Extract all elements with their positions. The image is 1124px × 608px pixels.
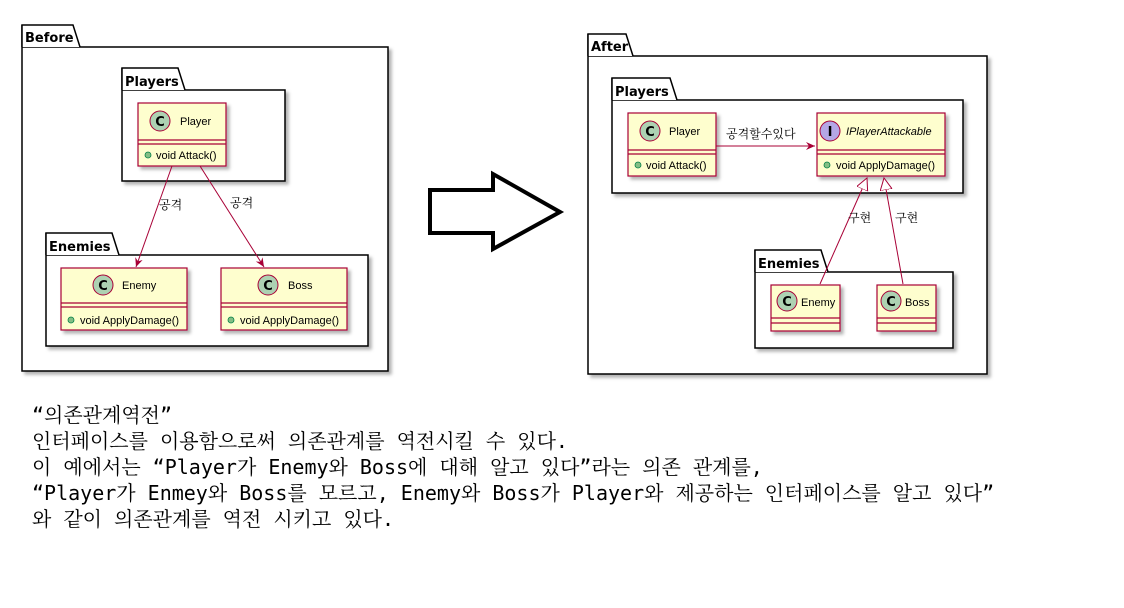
before-attack-boss-label: 공격 (230, 196, 254, 210)
before-player-class (138, 103, 226, 166)
before-boss-name: Boss (288, 280, 313, 292)
before-player-name: Player (180, 116, 212, 128)
caption-line: “Player가 Enmey와 Boss를 모르고, Enemy와 Boss가 Player와 제공하는 인터페이스를 알고 있다” (32, 481, 995, 505)
after-interface-method: void ApplyDamage() (836, 160, 936, 172)
svg-text:C: C (263, 279, 273, 294)
caption-title: “의존관계역전” (32, 403, 173, 427)
public-method-icon (228, 317, 234, 323)
after-interface-name: IPlayerAttackable (846, 126, 932, 138)
before-enemy-class (61, 268, 187, 330)
after-enemy-implements-label: 구현 (848, 211, 872, 225)
svg-text:C: C (886, 295, 896, 310)
after-enemies-title: Enemies (758, 257, 820, 272)
after-boss-name: Boss (905, 297, 930, 309)
public-method-icon (68, 317, 74, 323)
before-enemies-title: Enemies (49, 240, 111, 255)
svg-text:C: C (155, 115, 165, 130)
before-enemy-method: void ApplyDamage() (80, 315, 180, 327)
before-player-method: void Attack() (156, 150, 217, 162)
after-boss-class (877, 285, 936, 331)
caption-line: 와 같이 의존관계를 역전 시키고 있다. (32, 507, 395, 531)
before-attack-enemy-label: 공격 (159, 198, 183, 212)
caption (32, 402, 1112, 532)
transform-arrow (430, 174, 560, 249)
before-boss-class (221, 268, 347, 330)
caption-line: 인터페이스를 이용함으로써 의존관계를 역전시킬 수 있다. (32, 429, 568, 453)
after-interface-class (817, 113, 945, 176)
before-boss-method: void ApplyDamage() (240, 315, 340, 327)
svg-text:C: C (782, 295, 792, 310)
public-method-icon (824, 162, 830, 168)
after-player-name: Player (669, 126, 701, 138)
public-method-icon (145, 152, 151, 158)
public-method-icon (635, 162, 641, 168)
svg-text:C: C (645, 125, 655, 140)
after-attackable-label: 공격할수있다 (726, 127, 796, 141)
svg-text:C: C (98, 279, 108, 294)
svg-text:I: I (827, 125, 833, 140)
after-title: After (591, 40, 629, 55)
after-enemy-class (771, 285, 840, 331)
after-player-method: void Attack() (646, 160, 707, 172)
after-enemy-name: Enemy (801, 297, 836, 309)
after-player-class (628, 113, 716, 176)
before-title: Before (25, 31, 74, 46)
caption-line: 이 예에서는 “Player가 Enemy와 Boss에 대해 알고 있다”라는 의존 관계를, (32, 455, 763, 479)
before-players-title: Players (125, 75, 179, 90)
after-players-title: Players (615, 85, 669, 100)
before-enemy-name: Enemy (122, 280, 157, 292)
after-boss-implements-label: 구현 (895, 211, 919, 225)
